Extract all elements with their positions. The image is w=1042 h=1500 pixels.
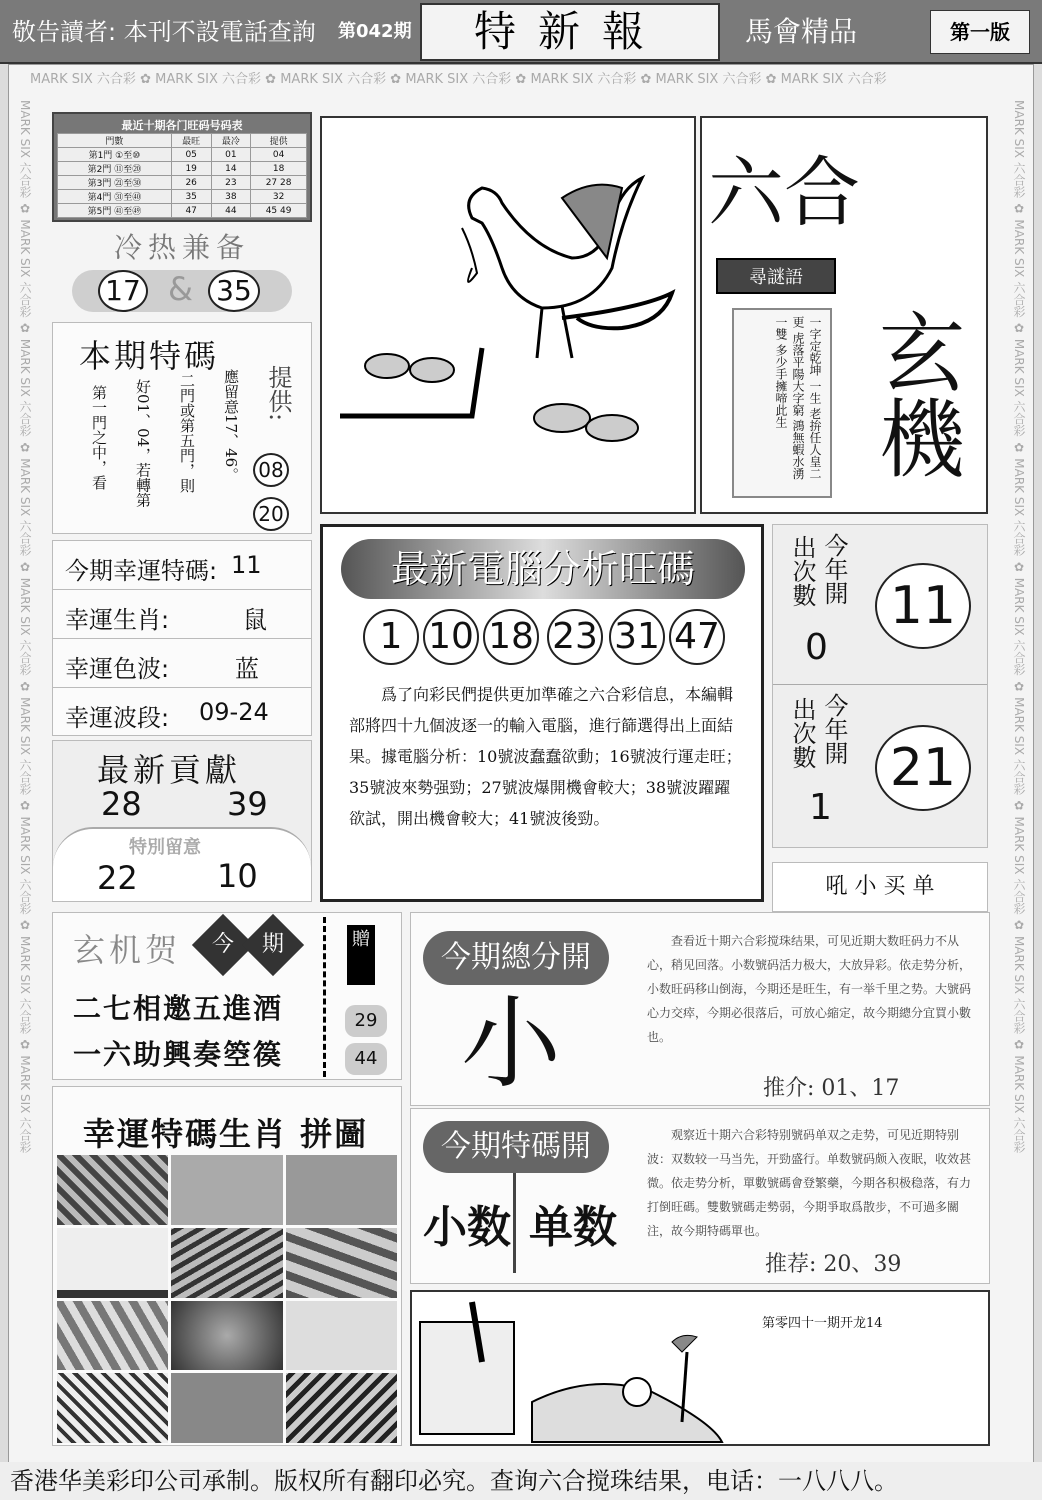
puzzle-tile (57, 1373, 168, 1443)
brand-label: 馬會精品 (745, 15, 858, 48)
special-open-word-1: 小数 (423, 1202, 511, 1253)
lucky-value: 09-24 (199, 698, 269, 726)
table-cell: 38 (211, 190, 251, 204)
hotcold-title: 冷热兼备 (113, 231, 250, 264)
puzzle-tile (57, 1301, 168, 1371)
puzzle-tile (171, 1301, 282, 1371)
edition-label: 第一版 (930, 10, 1030, 54)
table-cell: 04 (251, 148, 307, 162)
footer-text: 香港华美彩印公司承制。版权所有翻印必究。查询六合搅珠结果，电话：一八八八。 (0, 1462, 1042, 1500)
table-cell: 26 (171, 176, 211, 190)
table-header: 最旺 (171, 134, 211, 148)
contrib-num-3: 22 (97, 859, 138, 897)
analysis-ball: 1 (363, 609, 419, 665)
computer-text: 爲了向彩民們提供更加準確之六合彩信息，本編輯部將四十九個波逐一的輸入電腦，進行篩選得出上面結果。據電腦分析：10號波蠢蠢欲動；16號波行運走旺；35號波來勢强勁；27號波爆開機會較大；38號波躍躍欲試，開出機會較大；41號波後勁。 (349, 685, 742, 828)
table-cell: 44 (211, 204, 251, 218)
stats-ball: 11 (875, 563, 971, 649)
puzzle-title: 幸運特碼生肖 拼圖 (83, 1115, 369, 1153)
masthead-title: 特新報 (420, 3, 720, 61)
contrib-num-4: 10 (217, 857, 258, 895)
contrib-title: 最新貢獻 (97, 751, 242, 789)
watermark-left: MARK SIX 六合彩 ✿ MARK SIX 六合彩 ✿ MARK SIX 六合彩 ✿ MARK SIX 六合彩 ✿ MARK SIX 六合彩 ✿ MARK SIX 六合彩 ✿ MARK SIX 六合彩 ✿ MARK SIX 六合彩 ✿ MARK SIX 六合彩 (18, 100, 32, 1154)
greet-stamp-2: 期 (242, 914, 304, 976)
analysis-ball: 23 (547, 609, 603, 665)
table-row (58, 148, 307, 162)
lucky-label: 今期幸運特碼: (65, 557, 218, 585)
hotcold-box (52, 226, 312, 316)
table-cell: 35 (171, 190, 211, 204)
lucky-value: 11 (231, 551, 262, 579)
header-bar (0, 0, 1042, 64)
table-row (58, 176, 307, 190)
special-open-title: 今期特碼開 (423, 1121, 609, 1173)
lucky-row (53, 639, 311, 688)
puzzle-tile (57, 1228, 168, 1298)
watermark-top: MARK SIX 六合彩 ✿ MARK SIX 六合彩 ✿ MARK SIX 六合彩 ✿ MARK SIX 六合彩 ✿ MARK SIX 六合彩 ✿ MARK SIX 六合彩 ✿ MARK SIX 六合彩 (30, 72, 887, 87)
xuanji-panel (700, 116, 988, 514)
hotcold-ball-2: 35 (208, 270, 260, 312)
table-cell: 27 28 (251, 176, 307, 190)
lucky-row (53, 590, 311, 639)
butterfly-number-1: 29 (345, 1005, 387, 1037)
hotcold-ball-1: 17 (98, 270, 148, 312)
greet-stamp-1: 今 (192, 914, 254, 976)
scroll-poem: 一字定乾坤 一生 老拚任人皇二更 虎落平陽大字窮 鴻無蝦水湧一雙 多少手擁啼此生 (732, 308, 832, 498)
lucky-label: 幸運生肖: (65, 606, 170, 634)
special-col4: 應留意17、46。 (222, 369, 240, 483)
table-cell: 01 (211, 148, 251, 162)
table-cell: 第5門 ㊶至㊾ (58, 204, 172, 218)
analysis-ball: 18 (483, 609, 539, 665)
table-cell: 第4門 ㉛至㊵ (58, 190, 172, 204)
header-notice: 敬告讀者: 本刊不設電話查詢 (12, 18, 316, 46)
stats-col-a: 今年開 (820, 693, 848, 765)
analysis-ball: 10 (423, 609, 479, 665)
puzzle-tile (57, 1155, 168, 1225)
table-header: 提供 (251, 134, 307, 148)
greet-line-1: 二七相邀五進酒 (73, 992, 284, 1025)
computer-balls (363, 609, 733, 665)
table-header-row (58, 134, 307, 148)
bottom-illustration (410, 1290, 990, 1446)
table-header: 最冷 (211, 134, 251, 148)
analysis-ball: 31 (609, 609, 665, 665)
special-open-recommend: 推荐: 20、39 (765, 1252, 902, 1277)
number-table (57, 133, 307, 218)
lucky-value: 蓝 (235, 655, 259, 683)
lucky-row (53, 688, 311, 737)
stats-count: 0 (805, 627, 828, 668)
table-cell: 第1門 ①至⑩ (58, 148, 172, 162)
table-cell: 23 (211, 176, 251, 190)
table-cell: 32 (251, 190, 307, 204)
stats-row (773, 685, 987, 847)
greeting-panel (52, 912, 402, 1080)
special-col1: 第一門之中，看 (90, 385, 108, 490)
stats-count: 1 (809, 787, 832, 828)
table-cell: 45 49 (251, 204, 307, 218)
analysis-ball: 47 (669, 609, 725, 665)
puzzle-tile (171, 1155, 282, 1225)
total-title: 今期總分開 (423, 931, 609, 985)
total-panel (410, 912, 990, 1106)
xuanji-title-a: 六合 (708, 148, 860, 237)
stats-panel (772, 524, 988, 848)
table-title: 最近十期各门旺码号码表 (121, 119, 243, 132)
table-row (58, 162, 307, 176)
special-title: 本期特碼 (79, 337, 220, 375)
bottom-drawing (412, 1292, 988, 1444)
bird-illustration (320, 116, 696, 514)
contrib-note: 特別留意 (129, 837, 201, 858)
special-ball-2: 20 (253, 497, 289, 531)
hotcold-amp: & (168, 270, 193, 308)
issue-number: 第042期 (338, 21, 412, 42)
table-row (58, 190, 307, 204)
table-cell: 第2門 ⑪至⑳ (58, 162, 172, 176)
total-recommend: 推介: 01、17 (763, 1076, 900, 1101)
greet-title: 玄机贺 (73, 931, 182, 969)
puzzle-panel (52, 1086, 402, 1446)
bird-drawing (322, 118, 694, 512)
puzzle-tile (286, 1155, 397, 1225)
scroll-tag: 尋謎語 (716, 258, 836, 294)
puzzle-tile (286, 1301, 397, 1371)
puzzle-grid (57, 1155, 397, 1443)
special-open-word-2: 单数 (529, 1202, 617, 1253)
table-cell: 47 (171, 204, 211, 218)
table-cell: 05 (171, 148, 211, 162)
stats-col-a: 今年開 (820, 533, 848, 605)
contribution-panel (52, 740, 312, 902)
stats-row (773, 525, 987, 685)
table-header: 門數 (58, 134, 172, 148)
special-col2: 好01、04，若轉第 (134, 379, 152, 508)
total-text: 查看近十期六合彩搅珠结果，可见近期大数旺码力不从心，稍见回落。小数號码活力极大，大放异彩。依走势分析，小数旺码移山倒海，今期还是旺生，有一举千里之势。大號码心力交瘁，今期必很落后，可放心縮定，故今期總分宜買小數也。 (647, 934, 972, 1044)
special-ball-1: 08 (253, 453, 289, 487)
table-cell: 18 (251, 162, 307, 176)
puzzle-tile (286, 1228, 397, 1298)
table-cell: 14 (211, 162, 251, 176)
computer-analysis-panel (320, 524, 764, 902)
table-cell: 第3門 ㉑至㉚ (58, 176, 172, 190)
table-row (58, 204, 307, 218)
bottom-caption: 第零四十一期开龙14 (762, 1316, 883, 1331)
contrib-num-1: 28 (101, 785, 142, 823)
special-open-text: 观察近十期六合彩特别號码单双之走势，可见近期特别波：双数较一马当先，开勁盛行。单数號码颇入夜眠，收效甚微。依走势分析，單數號碼會登繁藥，今期各积极稳落，有力打倒旺碼。雙數號碼走勢弱，今期爭取爲散步，不可過多關注，故今期特碼單也。 (647, 1128, 972, 1238)
xuanji-title-b: 玄機 (864, 308, 964, 480)
total-big: 小 (461, 985, 561, 1102)
puzzle-tile (171, 1373, 282, 1443)
special-open-panel (410, 1108, 990, 1284)
buy-title: 吼 小 买 单 (772, 862, 988, 912)
lucky-value: 鼠 (243, 606, 267, 634)
puzzle-tile (171, 1228, 282, 1298)
table-cell: 19 (171, 162, 211, 176)
special-code-panel (52, 322, 312, 534)
stats-col-b: 出次數 (788, 697, 816, 769)
contrib-num-2: 39 (227, 785, 268, 823)
lucky-row (53, 541, 311, 590)
stats-col-b: 出次數 (788, 535, 816, 607)
watermark-right: MARK SIX 六合彩 ✿ MARK SIX 六合彩 ✿ MARK SIX 六合彩 ✿ MARK SIX 六合彩 ✿ MARK SIX 六合彩 ✿ MARK SIX 六合彩 ✿ MARK SIX 六合彩 ✿ MARK SIX 六合彩 ✿ MARK SIX 六合彩 (1012, 100, 1026, 1154)
hot-number-table (52, 112, 312, 222)
provide-label: 提供: (264, 365, 292, 422)
computer-title: 最新電腦分析旺碼 (341, 539, 745, 599)
stats-ball: 21 (875, 725, 971, 811)
greet-tag: 贈 (347, 925, 375, 985)
special-col3: 二門或第五門，則 (178, 373, 196, 493)
greet-line-2: 一六助興奏箜篌 (73, 1038, 284, 1071)
lucky-label: 幸運色波: (65, 655, 170, 683)
lucky-label: 幸運波段: (65, 704, 170, 732)
butterfly-number-2: 44 (345, 1043, 387, 1075)
puzzle-tile (286, 1373, 397, 1443)
lucky-panel (52, 540, 312, 736)
